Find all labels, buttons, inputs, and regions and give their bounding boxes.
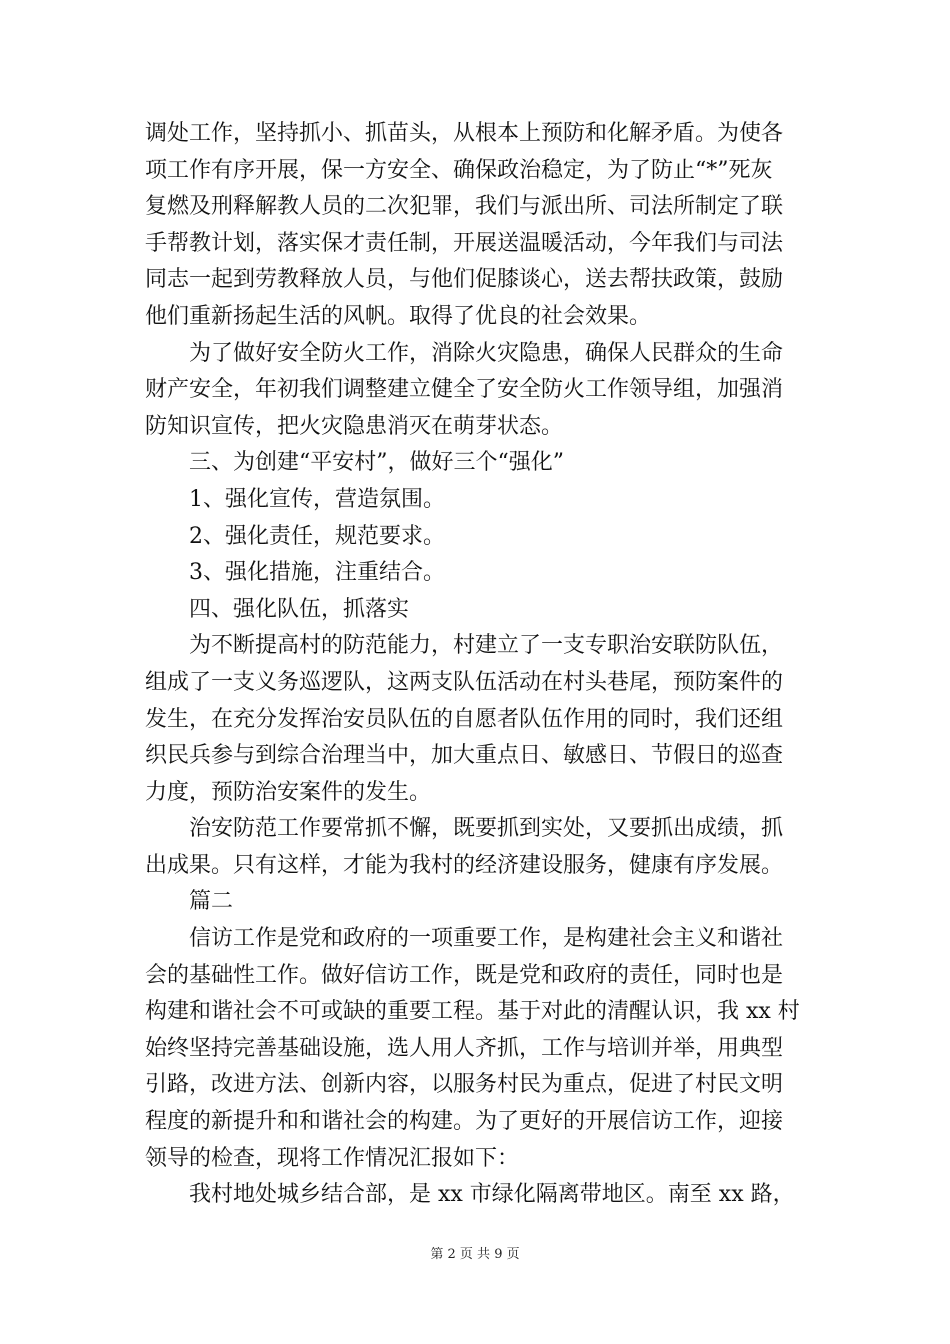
page-footer	[0, 1246, 950, 1264]
text-line: 出成果。只有这样，才能为我村的经济建设服务，健康有序发展。	[145, 852, 784, 878]
text-line: 织民兵参与到综合治理当中，加大重点日、敏感日、节假日的巡查	[145, 743, 784, 769]
text-line: 同志一起到劳教释放人员，与他们促膝谈心，送去帮扶政策，鼓励	[145, 267, 784, 293]
text-line: 项工作有序开展，保一方安全、确保政治稳定，为了防止“*”死灰	[145, 157, 773, 183]
text-line: 防知识宣传，把火灾隐患消灭在萌芽状态。	[145, 413, 564, 439]
text-line: 领导的检查，现将工作情况汇报如下：	[145, 1145, 520, 1171]
list-item: 2、强化责任，规范要求。	[189, 523, 445, 549]
text-line: 为不断提高村的防范能力，村建立了一支专职治安联防队伍，	[189, 633, 784, 659]
text-line: 组成了一支义务巡逻队，这两支队伍活动在村头巷尾，预防案件的	[145, 669, 784, 695]
list-item: 1、强化宣传，营造氛围。	[189, 486, 445, 512]
text-line: 构建和谐社会不可或缺的重要工程。基于对此的清醒认识，我 xx 村	[145, 999, 800, 1025]
text-line: 为了做好安全防火工作，消除火灾隐患，确保人民群众的生命	[189, 340, 784, 366]
list-item: 3、强化措施，注重结合。	[189, 560, 445, 586]
text-line: 始终坚持完善基础设施，选人用人齐抓，工作与培训并举，用典型	[145, 1035, 784, 1061]
text-line: 复燃及刑释解教人员的二次犯罪，我们与派出所、司法所制定了联	[145, 194, 784, 220]
text-line: 发生，在充分发挥治安员队伍的自愿者队伍作用的同时，我们还组	[145, 706, 784, 732]
text-line: 手帮教计划，落实保才责任制，开展送温暖活动，今年我们与司法	[145, 230, 784, 256]
text-line: 我村地处城乡结合部，是 xx 市绿化隔离带地区。南至 xx 路，	[189, 1182, 795, 1208]
text-line: 调处工作，坚持抓小、抓苗头，从根本上预防和化解矛盾。为使各	[145, 121, 784, 146]
page-number: 第 2 页 共 9 页	[430, 1247, 520, 1262]
text-line: 会的基础性工作。做好信访工作，既是党和政府的责任，同时也是	[145, 962, 784, 988]
text-line: 信访工作是党和政府的一项重要工作，是构建社会主义和谐社	[189, 926, 784, 952]
text-line: 财产安全，年初我们调整建立健全了安全防火工作领导组，加强消	[145, 377, 784, 403]
section-heading: 四、强化队伍，抓落实	[189, 596, 410, 622]
text-line: 他们重新扬起生活的风帆。取得了优良的社会效果。	[145, 303, 652, 329]
text-line: 引路，改进方法、创新内容，以服务村民为重点，促进了村民文明	[145, 1072, 784, 1098]
text-line: 程度的新提升和和谐社会的构建。为了更好的开展信访工作，迎接	[145, 1109, 784, 1135]
body-text	[145, 116, 817, 1214]
section-heading: 篇二	[189, 889, 234, 915]
text-line: 治安防范工作要常抓不懈，既要抓到实处，又要抓出成绩，抓	[189, 816, 784, 842]
text-line: 力度，预防治安案件的发生。	[145, 779, 432, 805]
document-body	[145, 116, 817, 1214]
section-heading: 三、为创建“平安村”，做好三个“强化”	[189, 450, 564, 476]
